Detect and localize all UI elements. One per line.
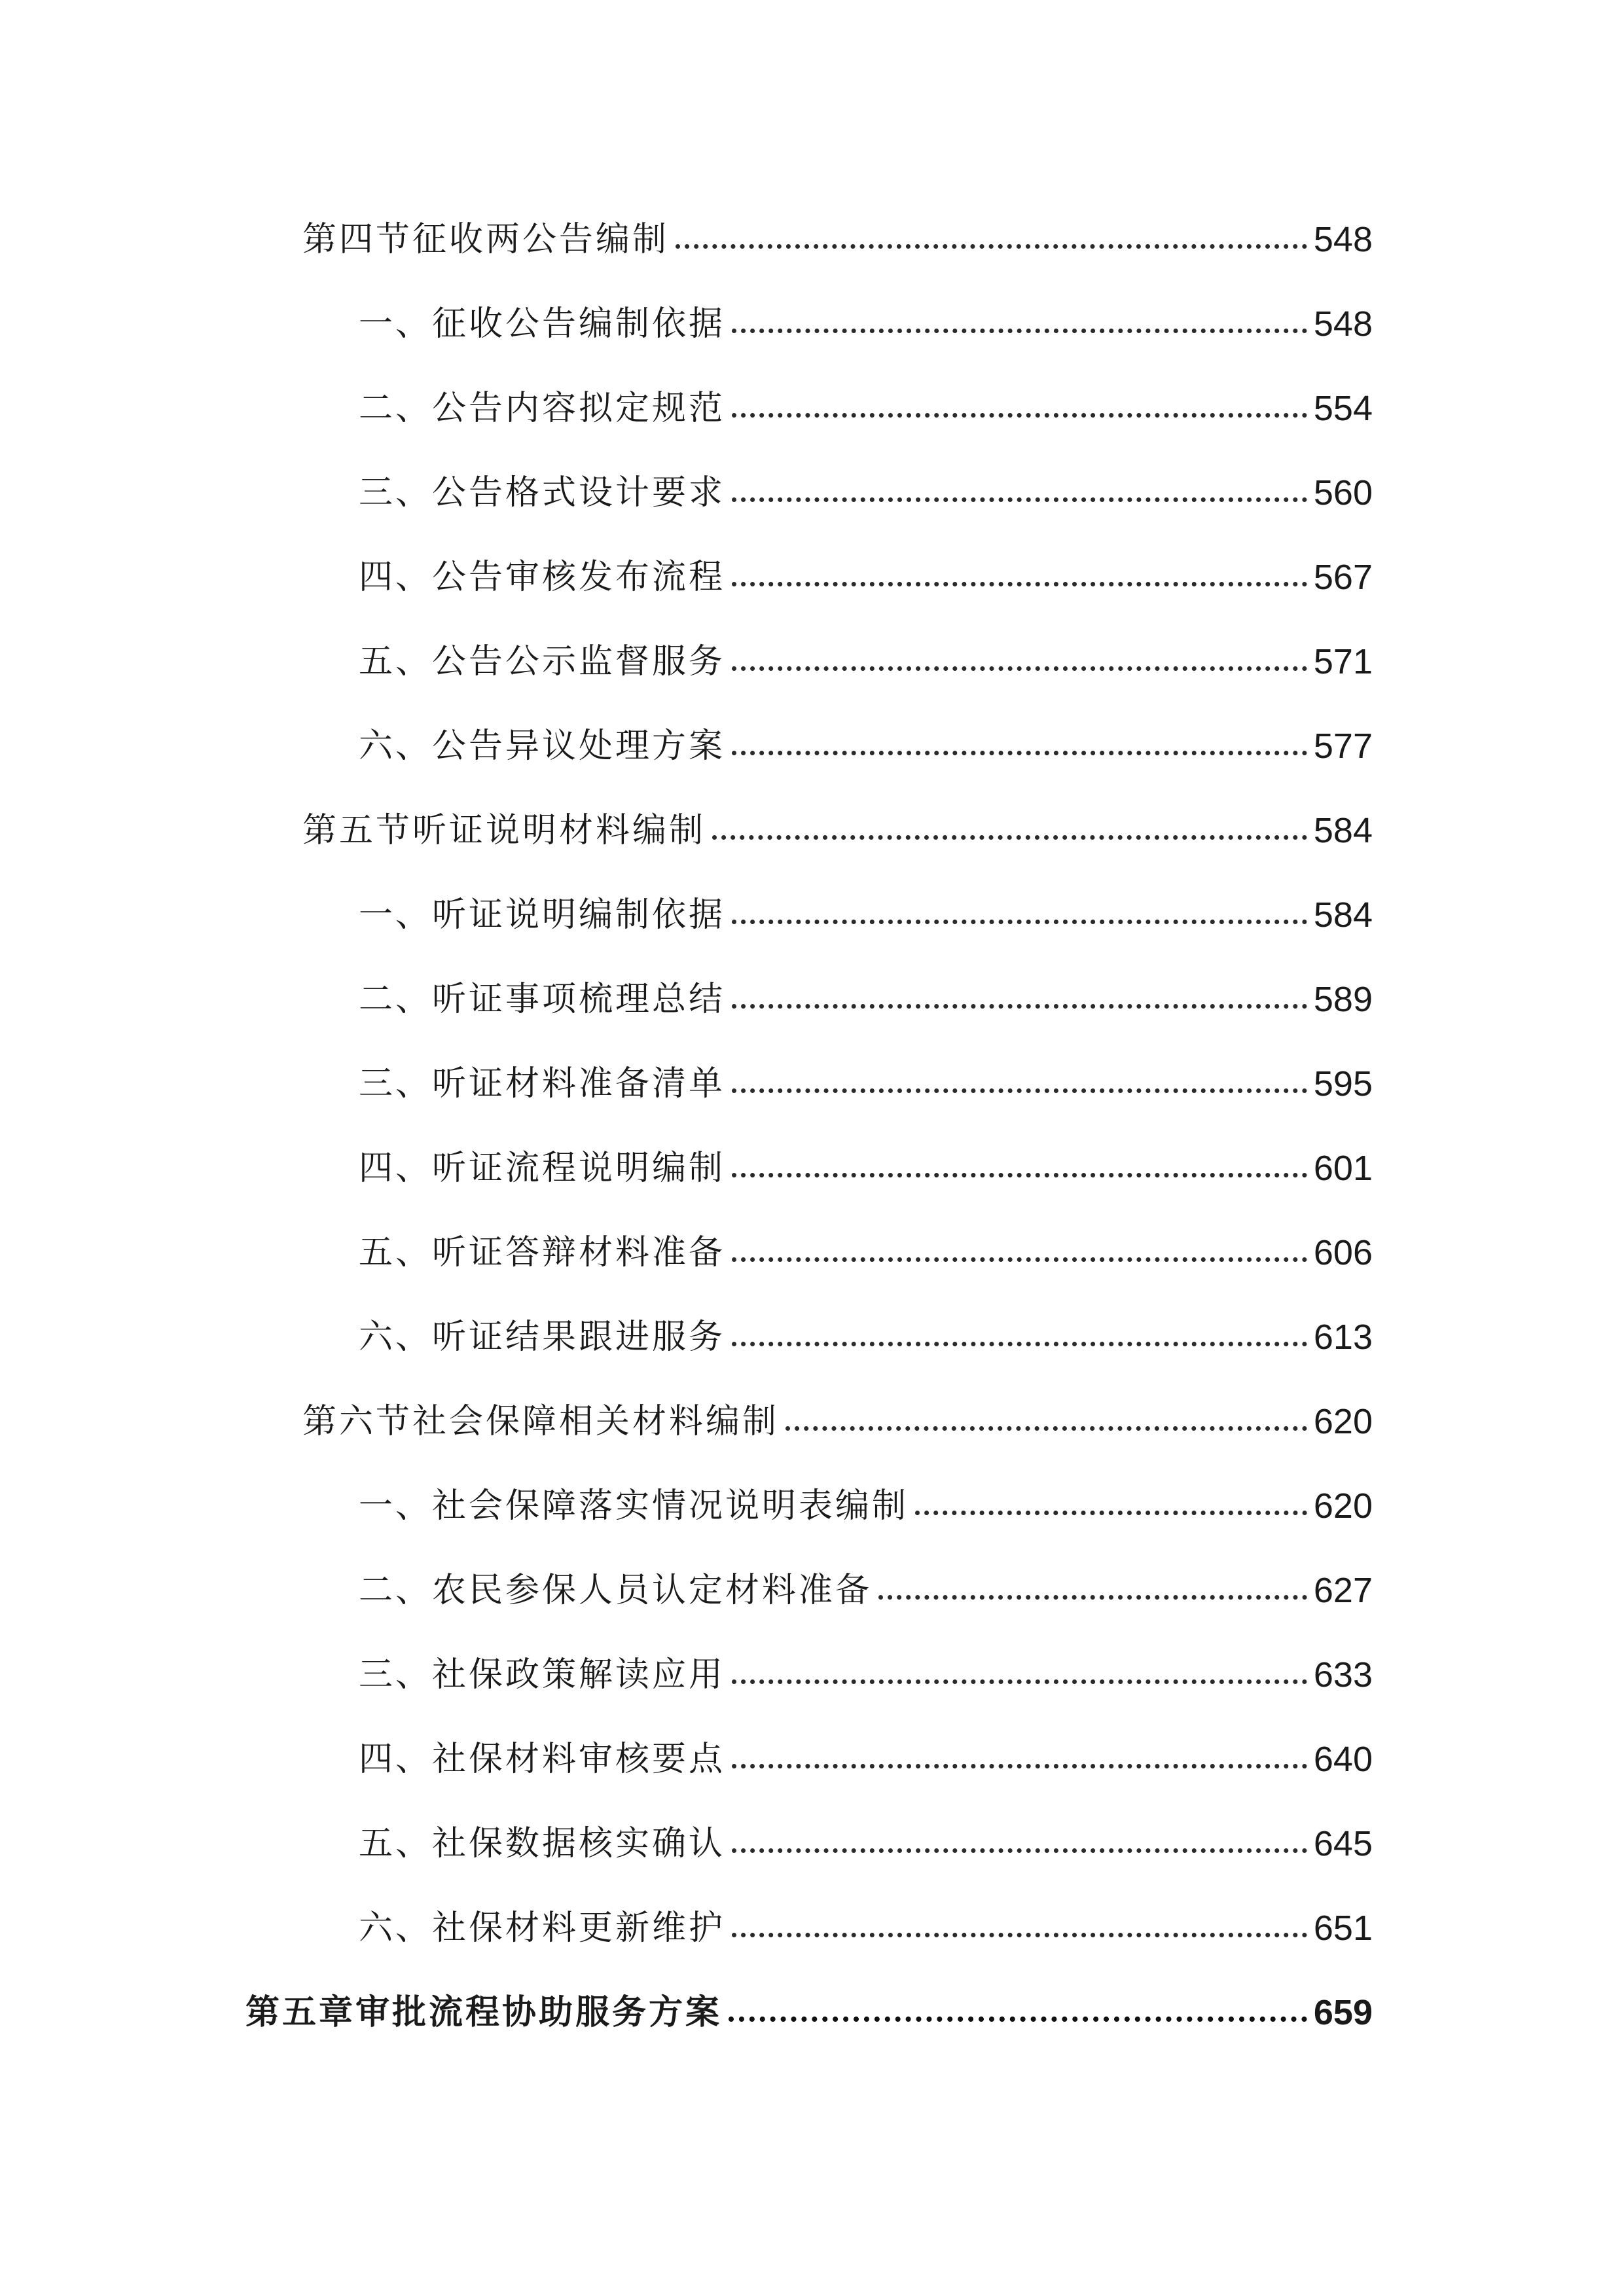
- toc-entry[interactable]: [359, 1480, 1373, 1532]
- toc-entry[interactable]: [359, 1142, 1373, 1194]
- toc-entry-title: 五、社保数据核实确认: [359, 1824, 726, 1863]
- toc-entry-page: 584: [1313, 811, 1373, 850]
- dot-leader: [732, 1004, 1307, 1009]
- toc-entry-page: 606: [1313, 1233, 1373, 1272]
- dot-leader: [732, 666, 1307, 671]
- toc-entry-title: 四、听证流程说明编制: [359, 1149, 726, 1188]
- toc-entry-title: 第六节社会保障相关材料编制: [302, 1402, 780, 1441]
- dot-leader: [732, 497, 1307, 502]
- toc-entry[interactable]: [359, 973, 1373, 1026]
- toc-entry[interactable]: [359, 1902, 1373, 1954]
- toc-entry[interactable]: [359, 1227, 1373, 1279]
- toc-entry-title: 二、听证事项梳理总结: [359, 980, 726, 1019]
- toc-entry-title: 第五节听证说明材料编制: [302, 811, 706, 850]
- toc-entry[interactable]: [359, 1311, 1373, 1363]
- toc-chapter-entry[interactable]: [245, 1986, 1373, 2039]
- dot-leader: [732, 1933, 1307, 1937]
- dot-leader: [729, 2017, 1307, 2022]
- toc-entry[interactable]: [302, 213, 1373, 266]
- dot-leader: [732, 582, 1307, 586]
- toc-entry[interactable]: [359, 1564, 1373, 1617]
- toc-entry-title: 四、社保材料审核要点: [359, 1740, 726, 1779]
- dot-leader: [732, 329, 1307, 333]
- toc-entry-title: 二、农民参保人员认定材料准备: [359, 1571, 873, 1610]
- toc-entry[interactable]: [359, 1733, 1373, 1785]
- toc-entry[interactable]: [359, 1058, 1373, 1110]
- dot-leader: [785, 1426, 1307, 1431]
- toc-entry[interactable]: [359, 636, 1373, 688]
- toc-entry-page: 645: [1313, 1824, 1373, 1863]
- toc-entry-page: 659: [1313, 1993, 1373, 2032]
- toc-entry-page: 633: [1313, 1655, 1373, 1695]
- dot-leader: [732, 1679, 1307, 1684]
- dot-leader: [676, 244, 1307, 249]
- toc-entry-page: 548: [1313, 304, 1373, 344]
- toc-entry-page: 571: [1313, 642, 1373, 681]
- toc-entry[interactable]: [359, 298, 1373, 350]
- toc-entry[interactable]: [359, 382, 1373, 435]
- toc-entry-page: 584: [1313, 895, 1373, 935]
- toc-entry[interactable]: [302, 804, 1373, 857]
- toc-entry-title: 第四节征收两公告编制: [302, 220, 670, 259]
- toc-entry[interactable]: [302, 1395, 1373, 1448]
- toc-entry-page: 567: [1313, 558, 1373, 597]
- toc-entry-page: 560: [1313, 473, 1373, 512]
- dot-leader: [732, 1257, 1307, 1262]
- toc-entry-page: 620: [1313, 1486, 1373, 1526]
- dot-leader: [732, 751, 1307, 755]
- toc-entry-title: 一、征收公告编制依据: [359, 304, 726, 344]
- toc-entry-title: 五、听证答辩材料准备: [359, 1233, 726, 1272]
- dot-leader: [878, 1595, 1307, 1600]
- toc-entry[interactable]: [359, 467, 1373, 519]
- dot-leader: [732, 1088, 1307, 1093]
- toc-entry-title: 一、听证说明编制依据: [359, 895, 726, 935]
- toc-entry-page: 601: [1313, 1149, 1373, 1188]
- toc-entry-title: 二、公告内容拟定规范: [359, 389, 726, 428]
- toc-entry-page: 595: [1313, 1064, 1373, 1103]
- dot-leader: [732, 1173, 1307, 1177]
- toc-entry[interactable]: [359, 1649, 1373, 1701]
- dot-leader: [732, 1848, 1307, 1853]
- toc-entry-page: 651: [1313, 1909, 1373, 1948]
- toc-entry-page: 554: [1313, 389, 1373, 428]
- toc-entry-title: 六、听证结果跟进服务: [359, 1318, 726, 1357]
- toc-entry[interactable]: [359, 1818, 1373, 1870]
- toc-entry-title: 三、公告格式设计要求: [359, 473, 726, 512]
- toc-entry-page: 620: [1313, 1402, 1373, 1441]
- toc-entry-title: 三、社保政策解读应用: [359, 1655, 726, 1695]
- toc-entry-page: 613: [1313, 1318, 1373, 1357]
- toc-entry-page: 640: [1313, 1740, 1373, 1779]
- dot-leader: [732, 413, 1307, 418]
- dot-leader: [712, 835, 1307, 840]
- toc-entry-title: 五、公告公示监督服务: [359, 642, 726, 681]
- toc-entry[interactable]: [359, 889, 1373, 941]
- toc-entry[interactable]: [359, 720, 1373, 772]
- toc-entry-page: 589: [1313, 980, 1373, 1019]
- toc-entry-title: 六、公告异议处理方案: [359, 726, 726, 766]
- dot-leader: [732, 1764, 1307, 1768]
- dot-leader: [915, 1511, 1307, 1515]
- toc-entry-page: 627: [1313, 1571, 1373, 1610]
- toc-entry[interactable]: [359, 551, 1373, 603]
- dot-leader: [732, 920, 1307, 924]
- toc-entry-title: 三、听证材料准备清单: [359, 1064, 726, 1103]
- dot-leader: [732, 1342, 1307, 1346]
- toc-entry-title: 四、公告审核发布流程: [359, 558, 726, 597]
- toc-entry-title: 一、社会保障落实情况说明表编制: [359, 1486, 909, 1526]
- toc-entry-title: 第五章审批流程协助服务方案: [245, 1993, 723, 2032]
- toc-entry-page: 548: [1313, 220, 1373, 259]
- toc-entry-page: 577: [1313, 726, 1373, 766]
- toc-entry-title: 六、社保材料更新维护: [359, 1909, 726, 1948]
